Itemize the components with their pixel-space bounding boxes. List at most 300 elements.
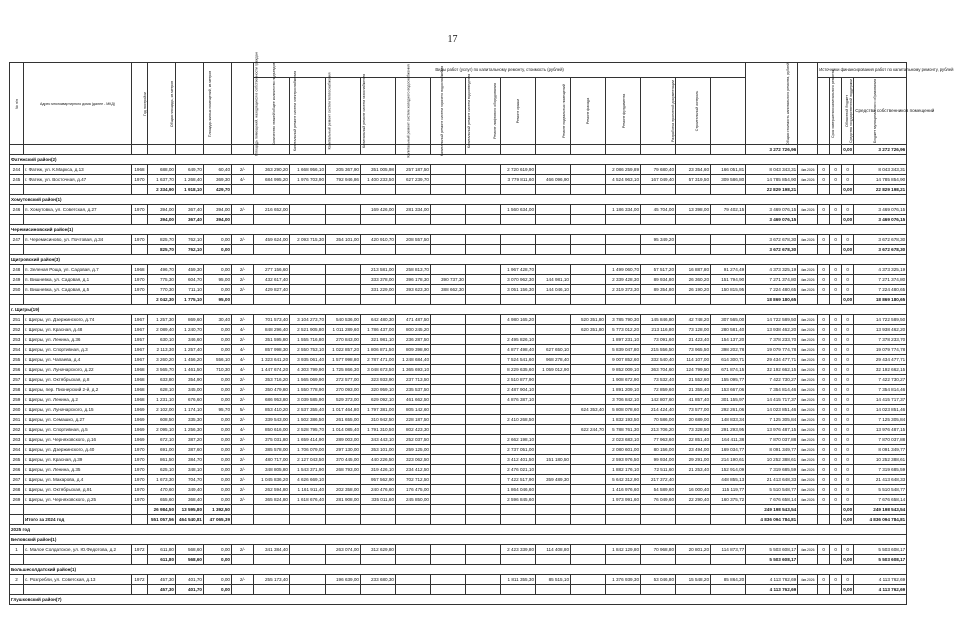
cell-f3: 0,00 [842,515,854,525]
cell-year: 1957 [132,335,148,345]
cell-w5: 259 125,00 [396,445,431,455]
cell-w14: 148 833,34 [711,415,746,425]
cell-w6 [431,455,466,465]
cell-w3: 261 655,00 [326,415,361,425]
cell-w1: 684 995,20 [254,175,290,185]
cell-w8: 1 967 428,70 [501,265,536,275]
cell-total: 18 869 180,65 [746,295,798,305]
cell-w2 [290,265,326,275]
cell-w11 [606,295,641,305]
cell-w12: 214 424,40 [641,405,676,415]
cell-w11: 1 376 939,30 [606,575,641,585]
cell-w12: 76 049,60 [641,495,676,505]
cell-w4: 169 426,00 [361,205,396,215]
cell-w14: 151 794,90 [711,275,746,285]
cell-a1: 2 102,00 [148,405,176,415]
cell-no: 247 [10,235,24,245]
cell-w4: 240 476,60 [361,485,396,495]
cell-owners: 3 672 678,30 [854,245,907,255]
cell-a3: 369,30 [204,175,232,185]
cell-year [132,505,148,515]
cell-w7 [466,555,501,565]
cell-dl: 4кв.2026 [798,495,818,505]
cell-year: 1972 [132,575,148,585]
cell-f3: 0 [842,265,854,275]
cell-w13: 73 128,00 [676,325,711,335]
cell-w3: 529 373,00 [326,395,361,405]
cell-w11: 2 080 601,00 [606,445,641,455]
cell-w5: 461 662,50 [396,395,431,405]
cell-year [132,555,148,565]
cell-w12 [641,585,676,595]
cell-w10 [571,145,606,155]
capital-repair-table [9,51,954,605]
cell-fl: 2/- [232,165,254,175]
cell-total: 14 722 589,50 [746,315,798,325]
cell-w14: 154 137,20 [711,335,746,345]
cell-w4: 333 378,00 [361,275,396,285]
cell-w4 [361,245,396,255]
cell-owners: 5 510 548,77 [854,485,907,495]
cell-w1: 1 045 836,20 [254,475,290,485]
cell-w13: 21 552,60 [676,375,711,385]
cell-w13: 16 887,80 [676,265,711,275]
cell-dl: 4кв.2026 [798,395,818,405]
cell-w6 [431,175,466,185]
cell-w1 [254,585,290,595]
cell-fl: 4/- [232,365,254,375]
cell-w1: 429 827,40 [254,285,290,295]
header-work-heating: Капитальный ремонт систем теплоснабжения [290,78,326,145]
cell-total: 3 672 678,30 [746,235,798,245]
cell-w2: 2 528 795,70 [290,425,326,435]
cell-w11: 1 897 231,10 [606,335,641,345]
cell-w14: 152 914,09 [711,465,746,475]
table-row [10,495,907,505]
cell-dl [798,555,818,565]
cell-w2 [290,505,326,515]
cell-w4 [361,505,396,515]
cell-w1: 277 156,60 [254,265,290,275]
cell-f2: 0 [830,335,842,345]
cell-w5: 323 062,50 [396,455,431,465]
cell-w14: 155 095,77 [711,375,746,385]
cell-f2: 0 [830,405,842,415]
cell-year: 1970 [132,465,148,475]
cell-w8: 2 495 826,10 [501,335,536,345]
cell-fl: 4/- [232,345,254,355]
cell-w12 [641,505,676,515]
cell-w4 [361,515,396,525]
cell-w12: 95 349,20 [641,235,676,245]
header-works-group: Виды работ (услуг) по капитальному ремонту, стоимость (рублей) [254,63,746,78]
cell-w8 [501,585,536,595]
cell-w12: 45 704,00 [641,205,676,215]
cell-addr: г. Щигры, ул. Дзержинского, д.40 [24,445,132,455]
cell-a1: 688,00 [148,165,176,175]
cell-total: 13 976 487,15 [746,425,798,435]
cell-w4: 440 226,50 [361,455,396,465]
cell-no: 257 [10,375,24,385]
cell-w12: 89 934,80 [641,275,676,285]
cell-addr: г. Фатеж, ул. К.Маркса, д.13 [24,165,132,175]
cell-w4: 331 229,00 [361,285,396,295]
cell-total: 8 091 349,77 [746,445,798,455]
cell-w10 [571,185,606,195]
cell-w9 [536,395,571,405]
cell-no: 264 [10,445,24,455]
header-fin-local: Бюджет муниципального образования [842,78,854,145]
cell-year: 1970 [132,235,148,245]
cell-fl: 2/- [232,485,254,495]
cell-a3: 0,00 [204,545,232,555]
cell-w4: 233 680,30 [361,575,396,585]
cell-no: 255 [10,355,24,365]
cell-w3: 1 011 289,60 [326,325,361,335]
cell-w6 [431,205,466,215]
cell-w5 [396,585,431,595]
cell-f3: 0 [842,405,854,415]
cell-dl: 4кв.2026 [798,275,818,285]
cell-w7 [466,415,501,425]
cell-fl [232,515,254,525]
cell-fl: 2/- [232,235,254,245]
cell-year: 1968 [132,165,148,175]
cell-a3: 556,10 [204,355,232,365]
cell-w5: 252 037,50 [396,435,431,445]
cell-a2: 354,90 [176,375,204,385]
cell-a3: 47 065,39 [204,515,232,525]
cell-w14 [711,555,746,565]
cell-f2 [830,145,842,155]
cell-w14: 114 873,77 [711,545,746,555]
cell-w8 [501,425,536,435]
cell-w9 [536,555,571,565]
cell-w11: 1 882 176,10 [606,465,641,475]
cell-w10 [571,505,606,515]
cell-w2 [290,245,326,255]
section-label: Хомутовский район(1) [10,195,907,205]
cell-w13: 41 857,40 [676,395,711,405]
cell-w11: 2 319 373,30 [606,285,641,295]
cell-w7 [466,395,501,405]
cell-f1: 0 [818,415,830,425]
cell-total: 22 829 198,21 [746,185,798,195]
subtotal-row [10,505,907,515]
cell-f2 [830,585,842,595]
cell-w9 [536,445,571,455]
cell-w10 [571,395,606,405]
cell-addr: г. Щигры, ул. Красная, д.48 [24,325,132,335]
cell-addr: г. Щигры, ул. Ленина, д.35 [24,465,132,475]
cell-w5: 396 178,30 [396,275,431,285]
capital-repair-table-container [9,51,954,605]
cell-w7 [466,335,501,345]
cell-w3 [326,205,361,215]
cell-fl: 2/- [232,435,254,445]
cell-fl: 2/- [232,335,254,345]
cell-fl: 4/- [232,325,254,335]
cell-addr [24,505,132,515]
cell-w5 [396,215,431,225]
cell-w3: 272 577,00 [326,375,361,385]
cell-addr: г. Щигры, ул. Луначарского, д.22 [24,365,132,375]
cell-no: 254 [10,345,24,355]
cell-f1 [818,145,830,155]
cell-f3: 0 [842,575,854,585]
section-label: Фатежский район(2) [10,155,907,165]
table-row [10,355,907,365]
cell-year: 1970 [132,445,148,455]
cell-fl: 5/- [232,405,254,415]
cell-w3: 1 577 998,80 [326,355,361,365]
cell-no [10,295,24,305]
cell-year: 1968 [132,365,148,375]
cell-w9: 1 059 012,90 [536,365,571,375]
cell-w13: 124 799,50 [676,365,711,375]
cell-w7 [466,265,501,275]
cell-f3: 0,00 [842,245,854,255]
cell-f3: 0,00 [842,215,854,225]
cell-w13: 23 354,60 [676,165,711,175]
cell-a2: 384,70 [176,455,204,465]
cell-f2: 0 [830,485,842,495]
cell-w7 [466,235,501,245]
cell-w13: 15 548,20 [676,575,711,585]
cell-f1 [818,215,830,225]
cell-w8: 3 779 811,60 [501,175,536,185]
cell-w3: 270 093,00 [326,385,361,395]
header-work-hot-water: Капитальный ремонт систем горячего водоснабжения [396,78,431,145]
cell-a2: 401,70 [176,585,204,595]
cell-w10 [571,215,606,225]
cell-f2: 0 [830,365,842,375]
cell-f1: 0 [818,575,830,585]
cell-w4: 320 959,10 [361,385,396,395]
cell-w7 [466,175,501,185]
cell-w11: 9 852 009,10 [606,365,641,375]
cell-a3: 0,00 [204,455,232,465]
cell-a1: 825,70 [148,245,176,255]
cell-a2: 13 595,80 [176,505,204,515]
cell-addr: г. Щигры, ул. Черняховского, д.16 [24,435,132,445]
subtotal-row [10,585,907,595]
cell-owners: 10 252 388,61 [854,455,907,465]
cell-w14: 169 034,77 [711,445,746,455]
table-row [10,375,907,385]
cell-a2: 387,20 [176,435,204,445]
cell-w11: 2 593 976,50 [606,455,641,465]
cell-w13 [676,295,711,305]
cell-a3: 95,70 [204,405,232,415]
cell-w13: 21 423,40 [676,335,711,345]
cell-w13 [676,185,711,195]
cell-a3: 0,00 [204,415,232,425]
cell-a3: 0,00 [204,475,232,485]
table-row [10,205,907,215]
cell-total: 19 079 774,78 [746,345,798,355]
cell-w13: 20 689,00 [676,415,711,425]
cell-w6 [431,395,466,405]
cell-owners: 13 938 462,20 [854,325,907,335]
cell-dl: 4кв.2026 [798,575,818,585]
cell-dl [798,295,818,305]
cell-addr: г. Щигры, ул. Луначарского, д.15 [24,405,132,415]
cell-w3 [326,215,361,225]
cell-f1: 0 [818,355,830,365]
cell-w2: 3 935 061,40 [290,355,326,365]
header-work-control: Строительный контроль [676,78,711,145]
page-number: 17 [447,34,458,45]
cell-addr: г. Щигры, ул. Чапаева, д.4 [24,355,132,365]
cell-w8 [501,145,536,155]
cell-w14: 91 274,49 [711,265,746,275]
cell-w10: 620 351,80 [571,325,606,335]
cell-f3: 0 [842,485,854,495]
cell-w1 [254,505,290,515]
section-row [10,195,907,205]
cell-w6 [431,405,466,415]
cell-fl: 2/- [232,445,254,455]
cell-w12: 167 049,40 [641,175,676,185]
cell-w4: 310 942,50 [361,415,396,425]
cell-w4: 420 910,70 [361,235,396,245]
cell-w5: 236 287,50 [396,335,431,345]
cell-w11: 1 499 060,70 [606,265,641,275]
subtotal-row [10,555,907,565]
cell-w1: 348 805,80 [254,465,290,475]
cell-a3: 0,00 [204,395,232,405]
cell-year: 1969 [132,405,148,415]
cell-owners: 19 079 774,78 [854,345,907,355]
cell-addr [24,555,132,565]
cell-f3: 0,00 [842,505,854,515]
cell-f3: 0 [842,495,854,505]
cell-no: 267 [10,475,24,485]
cell-f1: 0 [818,235,830,245]
cell-dl [798,185,818,195]
cell-w13 [676,245,711,255]
cell-w10 [571,465,606,475]
cell-dl: 4кв.2026 [798,485,818,495]
cell-w4: 343 443,10 [361,435,396,445]
cell-w10 [571,245,606,255]
cell-total: 8 043 343,31 [746,165,798,175]
cell-dl [798,585,818,595]
cell-w2: 3 039 585,90 [290,395,326,405]
cell-dl: 4кв.2026 [798,455,818,465]
cell-w5: 393 623,30 [396,285,431,295]
cell-w1: 853 410,20 [254,405,290,415]
cell-f1: 0 [818,325,830,335]
total-row [10,515,907,525]
cell-dl: 4кв.2026 [798,375,818,385]
cell-w13 [676,555,711,565]
cell-w11: 1 186 334,00 [606,205,641,215]
cell-a3: 0,00 [204,465,232,475]
cell-w12: 217 372,40 [641,475,676,485]
cell-w10 [571,365,606,375]
cell-owners: 249 198 543,54 [854,505,907,515]
cell-no: 268 [10,485,24,495]
cell-w5: 176 475,00 [396,485,431,495]
cell-w1: 350 479,80 [254,385,290,395]
cell-w6 [431,435,466,445]
cell-w12: 142 807,60 [641,395,676,405]
cell-fl: 2/- [232,545,254,555]
cell-f3: 0 [842,275,854,285]
cell-total: 3 272 726,96 [746,145,798,155]
table-row [10,415,907,425]
cell-f3: 0,00 [842,585,854,595]
cell-no: 249 [10,275,24,285]
cell-w3 [326,245,361,255]
section-row [10,535,907,545]
cell-w3: 297 130,00 [326,445,361,455]
cell-w8: 1 864 046,60 [501,485,536,495]
cell-w14: 150 815,95 [711,285,746,295]
cell-a1: 470,60 [148,485,176,495]
cell-f1: 0 [818,345,830,355]
cell-w11: 5 642 312,90 [606,475,641,485]
cell-fl: 2/- [232,475,254,485]
cell-w6 [431,425,466,435]
cell-year: 1968 [132,375,148,385]
cell-total: 14 023 851,46 [746,405,798,415]
cell-w9 [536,405,571,415]
cell-w11 [606,515,641,525]
cell-w7 [466,325,501,335]
cell-w11 [606,145,641,155]
cell-dl [798,245,818,255]
cell-owners: 8 043 343,31 [854,165,907,175]
section-row [10,565,907,575]
cell-a2: 869,60 [176,315,204,325]
cell-w4: 319 426,10 [361,465,396,475]
cell-addr: п. Черемисиново, ул. Почтовая, д.34 [24,235,132,245]
cell-w1: 1 323 641,20 [254,355,290,365]
cell-f2: 0 [830,545,842,555]
cell-w11: 1 416 976,60 [606,485,641,495]
cell-total: 4 113 762,69 [746,585,798,595]
cell-w8: 7 524 541,60 [501,355,536,365]
cell-w12: 80 156,00 [641,445,676,455]
cell-no: 253 [10,335,24,345]
cell-year: 1970 [132,175,148,185]
cell-f2: 0 [830,235,842,245]
cell-total: 249 198 543,54 [746,505,798,515]
cell-addr: г. Щигры, пер. Пионерский 2-й, д.2 [24,385,132,395]
table-row [10,485,907,495]
cell-f2 [830,555,842,565]
cell-w4 [361,295,396,305]
cell-owners: 5 503 608,17 [854,545,907,555]
cell-w13: 73 328,50 [676,425,711,435]
cell-f1: 0 [818,405,830,415]
cell-f2: 0 [830,495,842,505]
cell-a1: 672,10 [148,435,176,445]
cell-fl: 2/- [232,375,254,385]
cell-w7 [466,585,501,595]
cell-a1: 3 260,20 [148,355,176,365]
cell-w9 [536,425,571,435]
cell-w6: 388 662,30 [431,285,466,295]
cell-w4: 1 806 871,50 [361,345,396,355]
cell-a2: 367,40 [176,215,204,225]
cell-no [10,145,24,155]
cell-a3: 0,00 [204,555,232,565]
cell-total: 4 113 762,69 [746,575,798,585]
